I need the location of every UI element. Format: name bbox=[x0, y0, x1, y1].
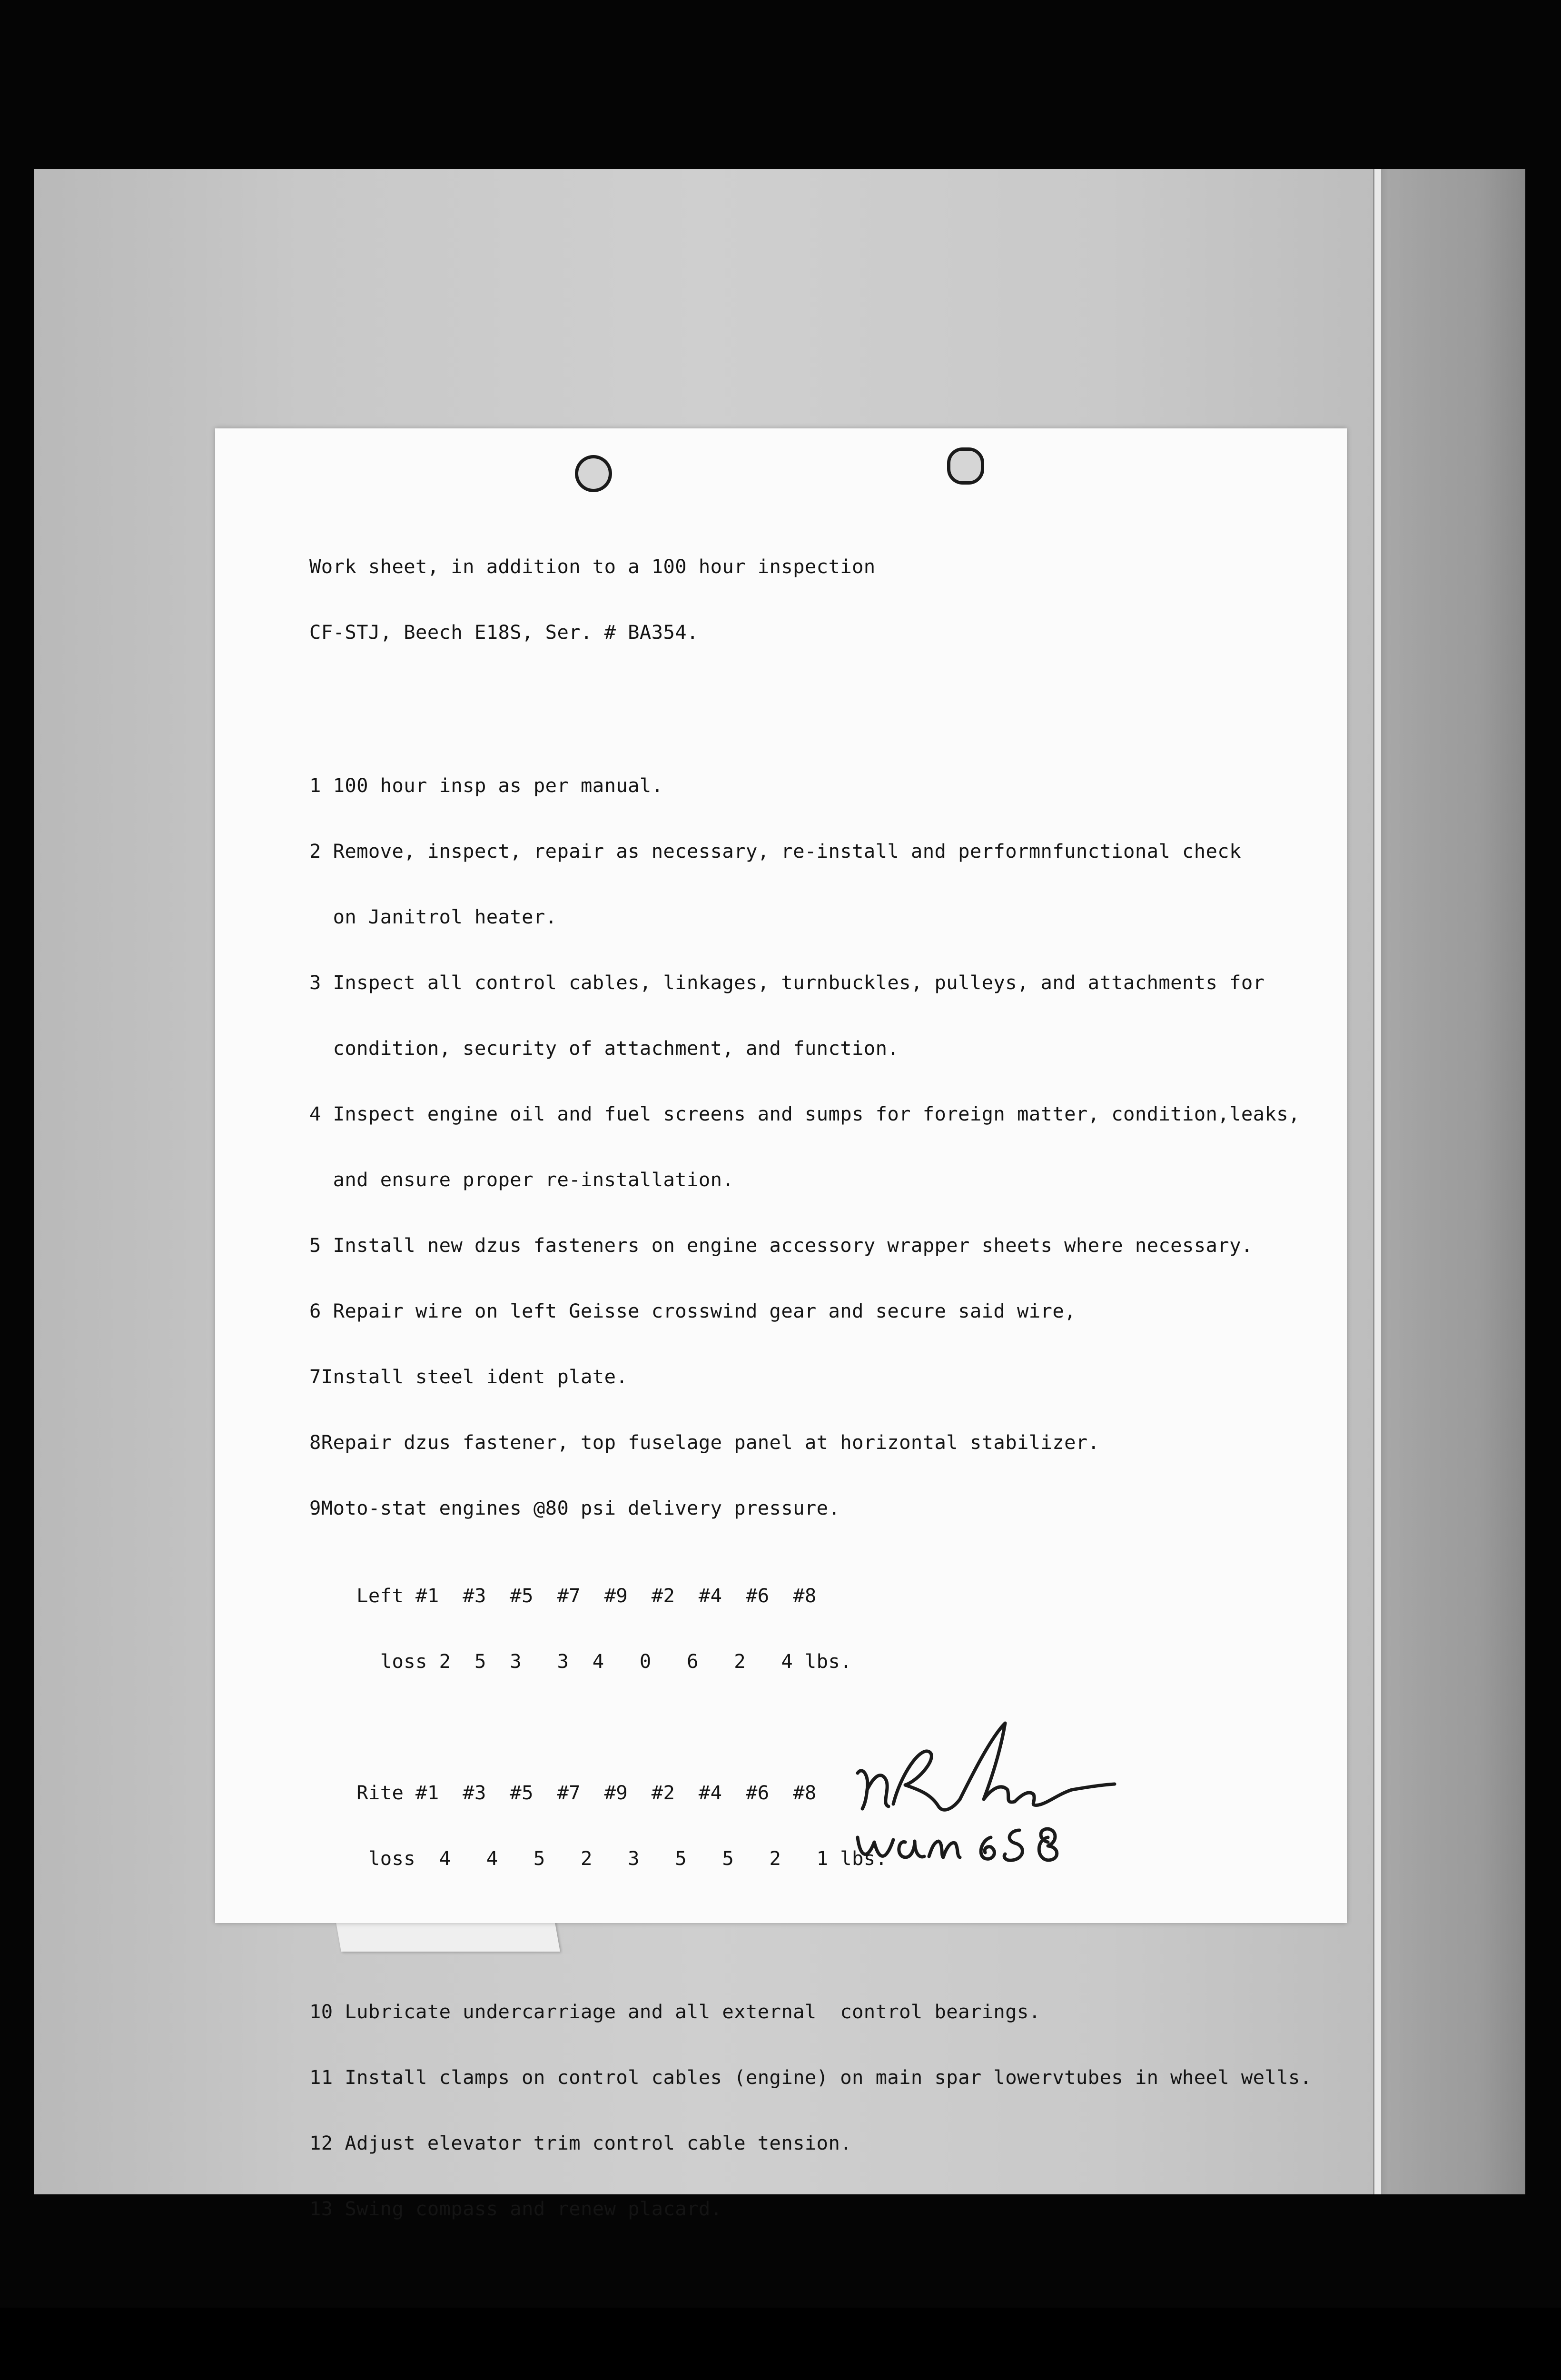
work-sheet-page bbox=[215, 428, 1347, 2220]
item-line: and ensure proper re-installation. bbox=[309, 1168, 734, 1191]
typed-text bbox=[309, 512, 1333, 2380]
item-line: on Janitrol heater. bbox=[309, 905, 557, 928]
item-line: 12 Adjust elevator trim control cable tension. bbox=[309, 2132, 852, 2154]
item-line: condition, security of attachment, and function. bbox=[309, 1037, 899, 1060]
item-line: 10 Lubricate undercarriage and all external control bearings. bbox=[309, 2000, 1041, 2023]
item-line: 11 Install clamps on control cables (engine) on main spar lowervtubes in wheel wells. bbox=[309, 2066, 1312, 2089]
punch-hole-right bbox=[947, 447, 984, 485]
item-line: 1 100 hour insp as per manual. bbox=[309, 774, 663, 797]
sheet-title: Work sheet, in addition to a 100 hour inspection bbox=[309, 555, 876, 578]
spacer bbox=[309, 2285, 1333, 2351]
left-loss-row: loss 2 5 3 3 4 0 6 2 4 lbs. bbox=[309, 1650, 852, 1673]
item-line: 2 Remove, inspect, repair as necessary, re-install and performnfunctional check bbox=[309, 840, 1241, 863]
item-line: 5 Install new dzus fasteners on engine accessory wrapper sheets where necessary. bbox=[309, 1234, 1253, 1257]
left-cylinder-row: Left #1 #3 #5 #7 #9 #2 #4 #6 #8 bbox=[309, 1584, 817, 1607]
spacer bbox=[309, 1913, 1333, 1935]
board-edge bbox=[1373, 169, 1525, 2194]
item-line: 9Moto-stat engines @80 psi delivery pressure. bbox=[309, 1497, 840, 1519]
aircraft-line: CF-STJ, Beech E18S, Ser. # BA354. bbox=[309, 621, 699, 644]
handwritten-signature bbox=[848, 1718, 1143, 1875]
item-line: 4 Inspect engine oil and fuel screens and sumps for foreign matter, condition,leaks, bbox=[309, 1102, 1300, 1125]
rite-loss-row: loss 4 4 5 2 3 5 5 2 1 lbs. bbox=[309, 1847, 888, 1870]
item-line: 13 Swing compass and renew placard. bbox=[309, 2197, 722, 2220]
item-line: 3 Inspect all control cables, linkages, turnbuckles, pulleys, and attachments for bbox=[309, 971, 1265, 994]
spacer bbox=[309, 1716, 1333, 1738]
item-line: 6 Repair wire on left Geisse crosswind gear and secure said wire, bbox=[309, 1299, 1076, 1322]
item-line: 7Install steel ident plate. bbox=[309, 1365, 628, 1388]
rite-cylinder-row: Rite #1 #3 #5 #7 #9 #2 #4 #6 #8 bbox=[309, 1781, 817, 1804]
item-line: 8Repair dzus fastener, top fuselage panel at horizontal stabilizer. bbox=[309, 1431, 1100, 1454]
punch-hole-left bbox=[575, 455, 612, 492]
spacer bbox=[309, 687, 1333, 709]
board-edge-highlight bbox=[1374, 169, 1381, 2194]
